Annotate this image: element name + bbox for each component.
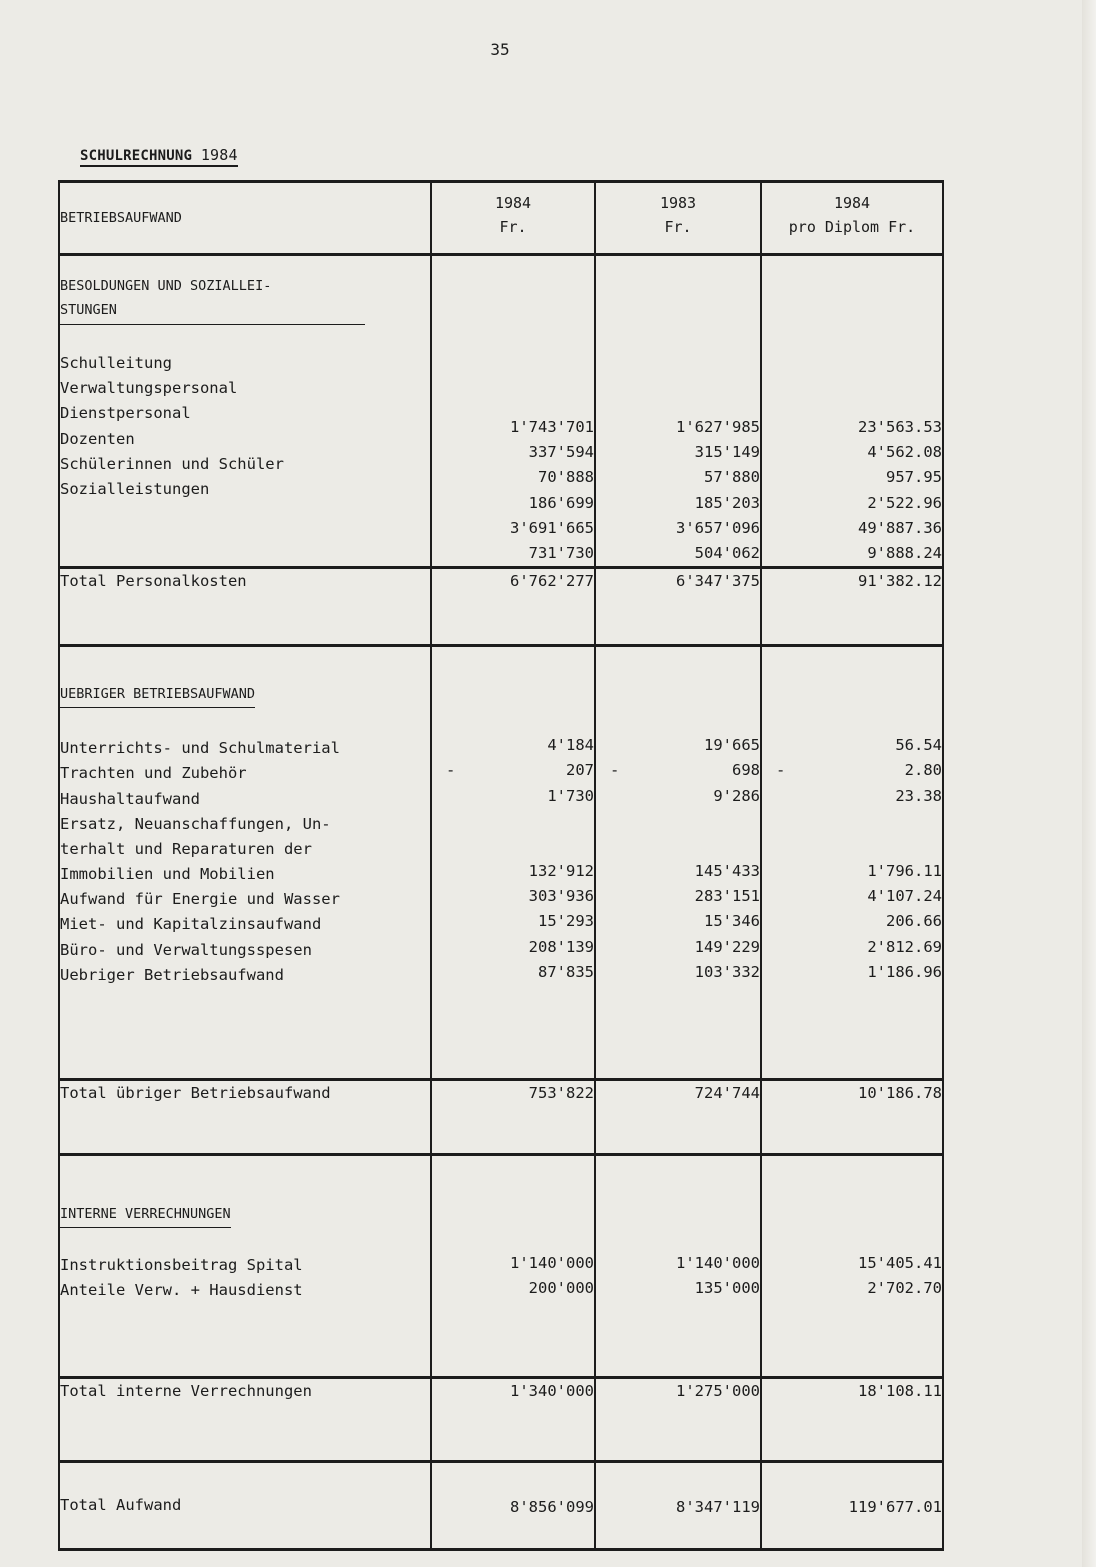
cell-1984: 87'835 — [538, 962, 594, 981]
cell-1983: 15'346 — [704, 912, 760, 931]
cell-1983: 504'062 — [694, 543, 760, 562]
cell-1984: 731'730 — [528, 543, 594, 562]
section-intern — [59, 1155, 943, 1378]
cell-1984: 186'699 — [528, 493, 594, 512]
cell-1984-neg — [432, 758, 594, 783]
row-label: Schulleitung — [60, 354, 172, 372]
total-1983: 6'347'375 — [676, 572, 760, 591]
row-label: Haushaltaufwand — [60, 789, 200, 808]
cell-1983: 145'433 — [694, 862, 760, 881]
cell-1984: 303'936 — [528, 887, 594, 906]
minus-sign: - — [776, 761, 786, 780]
cell-1984: 1'730 — [547, 786, 594, 805]
row-label: Trachten und Zubehör — [60, 764, 247, 783]
header-col-diplom — [761, 182, 943, 255]
row-label: Büro- und Verwaltungsspesen — [60, 940, 312, 959]
cell-empty — [762, 834, 942, 859]
grand-total-row — [59, 1462, 943, 1550]
cell-diplom: 9'888.24 — [867, 543, 942, 562]
row-label: Dozenten — [60, 429, 135, 448]
total-1983: 724'744 — [694, 1084, 760, 1103]
cell-empty — [432, 834, 594, 859]
cell-diplom: 2'522.96 — [867, 493, 942, 512]
cell-1983: 1'627'985 — [676, 418, 760, 436]
total-label: Total interne Verrechnungen — [60, 1382, 312, 1401]
total-label: Total übriger Betriebsaufwand — [60, 1084, 331, 1103]
cell-1983: 3'657'096 — [676, 518, 760, 537]
cell-1983: 103'332 — [694, 962, 760, 981]
grand-total-1983 — [595, 1462, 761, 1550]
row-label: Schülerinnen und Schüler — [60, 454, 284, 473]
total-label: Total Personalkosten — [60, 572, 247, 591]
cell-empty — [596, 809, 760, 834]
cell-1984: 3'691'665 — [510, 518, 594, 537]
total-personal-label — [59, 568, 431, 646]
cell-diplom: 4'562.08 — [867, 443, 942, 462]
header-col-1983-year: 1983 — [659, 194, 697, 212]
section-personal-labels — [59, 255, 431, 568]
total-diplom: 91'382.12 — [858, 572, 942, 591]
section-title-personal-1: BESOLDUNGEN UND SOZIALLEI- — [60, 278, 272, 294]
row-label: Unterrichts- und Schulmaterial — [60, 739, 340, 758]
header-col-1984 — [431, 182, 595, 255]
cell-1983: 135'000 — [694, 1279, 760, 1298]
cell-1983: 19'665 — [704, 736, 760, 755]
cell-empty — [596, 834, 760, 859]
total-uebriger-1983 — [595, 1080, 761, 1155]
header-label: BETRIEBSAUFWAND — [59, 182, 431, 255]
section-title-intern: INTERNE VERRECHNUNGEN — [60, 1202, 231, 1228]
total-intern-diplom — [761, 1378, 943, 1462]
page-number: 35 — [490, 40, 510, 59]
cell-diplom: 23.38 — [895, 786, 942, 805]
grand-total-label: Total Aufwand — [60, 1496, 182, 1515]
cell-diplom-neg — [762, 758, 942, 783]
cell-1984: 207 — [566, 761, 594, 780]
section-personal-1984 — [431, 255, 595, 568]
cell-1983-neg — [596, 758, 760, 783]
section-personal-1983 — [595, 255, 761, 568]
page-title — [80, 146, 238, 167]
section-uebriger-diplom — [761, 646, 943, 1080]
total-1984: 753'822 — [528, 1084, 594, 1103]
cell-1984: 132'912 — [528, 862, 594, 881]
total-diplom: 10'186.78 — [858, 1084, 942, 1103]
title-year: 1984 — [200, 146, 238, 164]
total-uebriger-1984 — [431, 1080, 595, 1155]
grand-total-1984 — [431, 1462, 595, 1550]
cell-empty — [432, 809, 594, 834]
minus-sign: - — [446, 761, 456, 780]
cell-empty — [762, 809, 942, 834]
total-intern-label — [59, 1378, 431, 1462]
total-1984: 1'340'000 — [510, 1382, 594, 1401]
row-label: Uebriger Betriebsaufwand — [60, 965, 284, 984]
cell-1983: 57'880 — [704, 468, 760, 487]
cell-1983: 315'149 — [694, 443, 760, 462]
cell-1983: 1'140'000 — [676, 1254, 760, 1273]
header-col-1984-year: 1984 — [494, 194, 532, 212]
cell-diplom: 1'186.96 — [867, 962, 942, 981]
row-label: Miet- und Kapitalzinsaufwand — [60, 915, 322, 934]
cell-1983: 283'151 — [694, 887, 760, 906]
row-label: Instruktionsbeitrag Spital — [60, 1256, 303, 1275]
total-intern-1984 — [431, 1378, 595, 1462]
total-personal-diplom — [761, 568, 943, 646]
cell-1984: 1'140'000 — [510, 1254, 594, 1273]
row-label: Ersatz, Neuanschaffungen, Un- — [60, 814, 331, 833]
row-label: Sozialleistungen — [60, 479, 210, 498]
cell-diplom: 56.54 — [895, 736, 942, 755]
total-personal-1983 — [595, 568, 761, 646]
total-uebriger-label — [59, 1080, 431, 1155]
section-personal — [59, 255, 943, 568]
cell-diplom: 957.95 — [886, 468, 942, 487]
cell-1983: 185'203 — [694, 493, 760, 512]
section-title-personal-2: STUNGEN — [60, 298, 365, 325]
section-intern-1983 — [595, 1155, 761, 1378]
total-uebriger-diplom — [761, 1080, 943, 1155]
grand-total-value-1984: 8'856'099 — [510, 1498, 594, 1517]
cell-diplom: 15'405.41 — [858, 1254, 942, 1273]
row-label: Verwaltungspersonal — [60, 379, 238, 398]
section-title-uebriger: UEBRIGER BETRIEBSAUFWAND — [60, 682, 255, 708]
page-edge — [1082, 0, 1096, 1567]
minus-sign: - — [610, 761, 620, 780]
total-row-personal — [59, 568, 943, 646]
cell-1983: 9'286 — [713, 786, 760, 805]
cell-1984: 4'184 — [547, 736, 594, 755]
total-personal-1984 — [431, 568, 595, 646]
row-label: terhalt und Reparaturen der — [60, 839, 312, 858]
grand-total-diplom — [761, 1462, 943, 1550]
cell-1984: 200'000 — [528, 1279, 594, 1298]
section-uebriger-1984 — [431, 646, 595, 1080]
header-col-diplom-unit: pro Diplom Fr. — [788, 218, 916, 236]
cell-1984: 208'139 — [528, 937, 594, 956]
cell-1984: 1'743'701 — [510, 418, 594, 436]
cell-1984: 70'888 — [538, 468, 594, 487]
section-uebriger — [59, 646, 943, 1080]
expense-table — [58, 180, 944, 1551]
cell-diplom: 1'796.11 — [867, 862, 942, 881]
cell-diplom: 206.66 — [886, 912, 942, 931]
row-label: Aufwand für Energie und Wasser — [60, 890, 340, 909]
cell-1984: 337'594 — [528, 443, 594, 462]
section-intern-diplom — [761, 1155, 943, 1378]
total-1984: 6'762'277 — [510, 572, 594, 591]
row-label: Dienstpersonal — [60, 404, 191, 423]
section-intern-1984 — [431, 1155, 595, 1378]
total-1983: 1'275'000 — [676, 1382, 760, 1401]
cell-1983: 149'229 — [694, 937, 760, 956]
header-col-1983 — [595, 182, 761, 255]
cell-diplom: 4'107.24 — [867, 887, 942, 906]
row-label: Immobilien und Mobilien — [60, 865, 275, 884]
header-col-diplom-year: 1984 — [833, 194, 871, 212]
cell-diplom: 23'563.53 — [858, 418, 942, 436]
header-col-1983-unit: Fr. — [664, 218, 692, 236]
total-row-intern — [59, 1378, 943, 1462]
total-row-uebriger — [59, 1080, 943, 1155]
section-personal-diplom — [761, 255, 943, 568]
row-label: Anteile Verw. + Hausdienst — [60, 1281, 303, 1300]
section-uebriger-1983 — [595, 646, 761, 1080]
total-diplom: 18'108.11 — [858, 1382, 942, 1401]
cell-diplom: 2'702.70 — [867, 1279, 942, 1298]
cell-1983: 698 — [732, 761, 760, 780]
header-row — [59, 182, 943, 255]
cell-diplom: 2'812.69 — [867, 937, 942, 956]
grand-total-value-1983: 8'347'119 — [676, 1498, 760, 1517]
grand-total-value-diplom: 119'677.01 — [848, 1498, 942, 1517]
total-intern-1983 — [595, 1378, 761, 1462]
grand-total-label-cell — [59, 1462, 431, 1550]
cell-diplom: 49'887.36 — [858, 518, 942, 537]
title-main: SCHULRECHNUNG — [80, 148, 193, 164]
section-intern-labels — [59, 1155, 431, 1378]
section-uebriger-labels — [59, 646, 431, 1080]
cell-diplom: 2.80 — [904, 761, 942, 780]
header-col-1984-unit: Fr. — [499, 218, 527, 236]
cell-1984: 15'293 — [538, 912, 594, 931]
